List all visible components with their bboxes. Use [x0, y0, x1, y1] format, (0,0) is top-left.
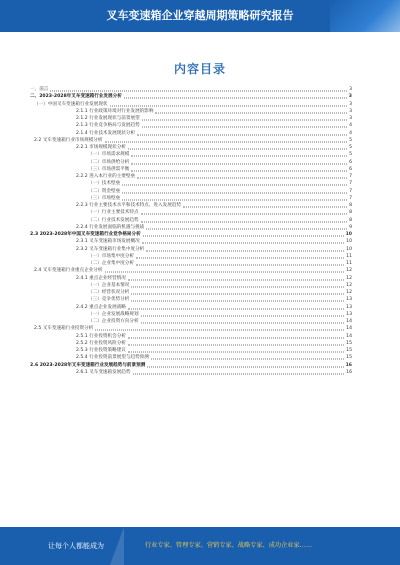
- report-title: 叉车变速箱企业穿越周期策略研究报告: [106, 9, 294, 22]
- toc-entry[interactable]: [30, 362, 352, 369]
- toc-entry-page: 13: [346, 311, 352, 317]
- toc-leader-dots: [50, 91, 347, 92]
- toc-entry-page: 5: [349, 137, 352, 143]
- toc-entry[interactable]: [30, 151, 352, 158]
- toc-entry[interactable]: [30, 166, 352, 173]
- toc-entry-page: 7: [349, 195, 352, 201]
- toc-leader-dots: [128, 352, 344, 353]
- toc-entry[interactable]: [30, 159, 352, 166]
- toc-leader-dots: [105, 272, 345, 273]
- toc-heading: 内容目录: [173, 62, 226, 76]
- toc-leader-dots: [124, 98, 347, 99]
- toc-entry-label: 一、前言: [30, 87, 49, 92]
- toc-entry[interactable]: [30, 137, 352, 144]
- toc-leader-dots: [122, 199, 347, 200]
- toc-leader-dots: [143, 236, 344, 237]
- toc-entry-page: 8: [349, 203, 352, 208]
- toc-entry-page: 14: [346, 326, 352, 332]
- toc-entry[interactable]: [30, 115, 352, 122]
- footer-decoration: [110, 527, 124, 565]
- toc-entry[interactable]: [30, 238, 352, 245]
- toc-leader-dots: [128, 337, 344, 338]
- footer-slogan: 让每个人都能成为: [48, 542, 104, 550]
- toc-entry-label: 2.4 叉车变速箱行业重点企业分析: [34, 268, 103, 274]
- toc-entry-label: （二）企业集中度分析: [88, 261, 134, 266]
- header-bar: [0, 0, 400, 32]
- toc-leader-dots: [137, 134, 347, 135]
- toc-entry-label: 2.2 叉车变速箱行业市场规模分析: [34, 137, 103, 143]
- toc-entry-page: 4: [349, 123, 352, 129]
- toc-leader-dots: [131, 170, 347, 171]
- toc-entry[interactable]: [30, 108, 352, 115]
- toc-entry[interactable]: [30, 354, 352, 361]
- toc-entry-label: 2.1.1 行业政策环境对行业发展的影响: [76, 108, 154, 114]
- toc-entry-label: 2.5.2 行业投资风险分析: [76, 340, 126, 346]
- toc-leader-dots: [142, 243, 344, 244]
- toc-leader-dots: [141, 323, 345, 324]
- toc-entry[interactable]: [30, 246, 352, 253]
- toc-leader-dots: [147, 366, 343, 367]
- toc-entry[interactable]: [30, 195, 352, 202]
- toc-leader-dots: [151, 359, 344, 360]
- toc-entry-label: （三）竞争优势分析: [88, 297, 130, 303]
- toc-entry-page: 8: [349, 217, 352, 223]
- toc-entry-label: （二）行业技术发展趋势: [88, 217, 139, 223]
- toc-entry-label: （一）市场需求规模: [88, 152, 130, 158]
- toc-leader-dots: [131, 301, 344, 302]
- toc-leader-dots: [95, 330, 344, 331]
- toc-leader-dots: [141, 221, 348, 222]
- table-of-contents: [30, 86, 352, 376]
- toc-leader-dots: [146, 250, 344, 251]
- toc-entry-page: 16: [346, 369, 352, 375]
- toc-entry-page: 13: [346, 297, 352, 303]
- toc-entry[interactable]: [30, 144, 352, 151]
- toc-leader-dots: [141, 315, 345, 316]
- toc-entry-label: （一）企业发展战略规划: [88, 311, 139, 317]
- toc-entry[interactable]: [30, 86, 352, 93]
- toc-leader-dots: [141, 214, 348, 215]
- toc-entry[interactable]: [30, 209, 352, 216]
- toc-entry-label: （二）经营状况分析: [88, 290, 130, 295]
- toc-entry-page: 8: [349, 210, 352, 216]
- toc-leader-dots: [110, 105, 348, 106]
- toc-entry-page: 13: [346, 304, 352, 310]
- toc-entry-label: （三）市场壁垒: [88, 195, 121, 201]
- toc-entry-page: 3: [349, 87, 352, 92]
- toc-entry[interactable]: [30, 231, 352, 238]
- toc-leader-dots: [131, 294, 344, 295]
- toc-entry[interactable]: [30, 188, 352, 195]
- toc-entry[interactable]: [30, 318, 352, 325]
- toc-leader-dots: [105, 141, 348, 142]
- toc-entry-page: 12: [346, 282, 352, 288]
- toc-entry-page: 7: [349, 181, 352, 187]
- toc-entry[interactable]: [30, 340, 352, 347]
- toc-entry[interactable]: [30, 296, 352, 303]
- toc-entry-page: 15: [346, 340, 352, 346]
- toc-leader-dots: [122, 192, 347, 193]
- toc-entry-label: 2.5 叉车变速箱行业投资分析: [34, 326, 94, 332]
- toc-entry-label: 2.5.3 行业投资策略建议: [76, 348, 126, 353]
- toc-leader-dots: [142, 127, 347, 128]
- toc-entry[interactable]: [30, 130, 352, 137]
- toc-leader-dots: [128, 344, 344, 345]
- toc-entry-label: （一）企业基本情况: [88, 282, 130, 288]
- toc-entry[interactable]: [30, 224, 352, 231]
- toc-entry-page: 7: [349, 188, 352, 194]
- toc-entry-page: 11: [346, 261, 352, 266]
- toc-entry-label: 2.1.3 行业竞争格局与发展趋势: [76, 123, 140, 129]
- toc-leader-dots: [131, 286, 344, 287]
- toc-entry-page: 6: [349, 159, 352, 165]
- toc-entry-page: 6: [349, 166, 352, 172]
- toc-entry[interactable]: [30, 369, 352, 376]
- toc-leader-dots: [136, 265, 344, 266]
- toc-entry-label: （二）市场供给分析: [88, 159, 130, 165]
- toc-entry[interactable]: [30, 347, 352, 354]
- footer-tagline: 行业专家、管理专家、营销专家、战略专家、成功企业家……: [145, 542, 313, 549]
- toc-leader-dots: [128, 308, 344, 309]
- toc-entry[interactable]: [30, 289, 352, 296]
- toc-entry-page: 10: [345, 232, 352, 237]
- toc-leader-dots: [146, 228, 347, 229]
- toc-leader-dots: [131, 156, 347, 157]
- toc-entry[interactable]: [30, 101, 352, 108]
- toc-entry-page: 9: [349, 224, 352, 230]
- toc-leader-dots: [131, 163, 347, 164]
- toc-entry[interactable]: [30, 267, 352, 274]
- toc-entry[interactable]: [30, 202, 352, 209]
- toc-entry-page: 3: [349, 108, 352, 114]
- toc-entry-page: 3: [349, 101, 352, 107]
- toc-entry-label: 2.2.3 行业主要技术水平和技术特点、进入发展趋势: [76, 203, 182, 208]
- toc-entry-page: 7: [349, 174, 352, 179]
- toc-entry-label: 2.5.4 行业投资前景展望与趋势预测: [76, 355, 149, 361]
- toc-entry-label: 2.1.4 行业技术发展现状分析: [76, 130, 136, 136]
- toc-entry[interactable]: [30, 253, 352, 260]
- toc-entry[interactable]: [30, 311, 352, 318]
- toc-entry-page: 12: [346, 268, 352, 274]
- toc-entry[interactable]: [30, 275, 352, 282]
- toc-entry[interactable]: [30, 260, 352, 267]
- toc-entry-label: 2.6.1 叉车变速箱发展趋势: [76, 369, 131, 375]
- toc-entry[interactable]: [30, 333, 352, 340]
- toc-entry-label: 2.5.1 行业投资机会分析: [76, 333, 126, 339]
- toc-entry-page: 3: [348, 94, 352, 100]
- toc-entry-page: 11: [346, 253, 352, 259]
- toc-entry-label: （二）资金壁垒: [88, 188, 121, 194]
- toc-entry-page: 5: [349, 145, 352, 150]
- toc-entry[interactable]: [30, 173, 352, 180]
- toc-entry-page: 15: [346, 355, 352, 361]
- toc-entry-label: （一）行业主要技术特点: [88, 210, 139, 216]
- toc-entry-label: 2.3 2023-2028年中国叉车变速箱行业竞争格局分析: [30, 232, 141, 237]
- toc-entry-page: 12: [346, 290, 352, 295]
- toc-entry-label: （二）企业投资方向分析: [88, 319, 139, 324]
- toc-leader-dots: [142, 120, 347, 121]
- toc-leader-dots: [128, 149, 347, 150]
- toc-entry-page: 5: [349, 152, 352, 158]
- toc-entry-label: （一）技术壁垒: [88, 181, 121, 187]
- toc-entry-label: 2.2.4 行业发展面临的机遇与挑战: [76, 224, 145, 230]
- toc-entry-label: 2.4.1 重点企业经营情况: [76, 275, 126, 281]
- toc-entry-label: 2.1.2 行业发展现状与前景展望: [76, 116, 140, 121]
- toc-entry-label: 二、2023-2028年叉车变速箱行业发展分析: [30, 94, 122, 100]
- toc-entry-label: 2.3.1 叉车变速箱市场发展概况: [76, 239, 140, 245]
- toc-entry-label: 2.3.2 叉车变速箱行业集中度分析: [76, 246, 145, 252]
- toc-entry-page: 15: [346, 348, 352, 353]
- toc-entry-page: 12: [346, 275, 352, 281]
- toc-entry-page: 4: [349, 130, 352, 136]
- toc-entry-page: 16: [345, 362, 352, 368]
- toc-entry-page: 10: [346, 239, 352, 245]
- toc-leader-dots: [133, 373, 345, 374]
- toc-entry-page: 3: [349, 116, 352, 121]
- toc-entry-page: 10: [346, 246, 352, 252]
- toc-leader-dots: [122, 185, 347, 186]
- toc-entry-page: 14: [346, 319, 352, 324]
- toc-entry[interactable]: [30, 217, 352, 224]
- toc-entry[interactable]: [30, 180, 352, 187]
- toc-entry[interactable]: [30, 282, 352, 289]
- toc-entry[interactable]: [30, 122, 352, 129]
- toc-entry-label: 2.6 2023-2028年叉车变速箱行业发展趋势与前景预测: [30, 362, 146, 368]
- toc-entry-label: （三）市场供需平衡: [88, 166, 130, 172]
- toc-entry-label: 2.2.2 进入本行业的主要壁垒: [76, 174, 136, 179]
- toc-entry[interactable]: [30, 325, 352, 332]
- toc-leader-dots: [155, 112, 347, 113]
- toc-entry[interactable]: [30, 93, 352, 100]
- toc-entry-label: （一）市场集中度分析: [88, 253, 134, 259]
- toc-entry[interactable]: [30, 304, 352, 311]
- toc-leader-dots: [137, 178, 347, 179]
- footer-bar: [0, 527, 400, 565]
- toc-leader-dots: [183, 207, 347, 208]
- toc-leader-dots: [136, 257, 344, 258]
- toc-entry-label: 2.4.2 重点企业发展战略: [76, 304, 126, 310]
- toc-entry-page: 14: [346, 333, 352, 339]
- toc-leader-dots: [128, 279, 344, 280]
- toc-entry-label: （一）中国叉车变速箱行业发展现状: [34, 101, 108, 107]
- toc-entry-label: 2.2.1 市场规模现状分析: [76, 145, 126, 150]
